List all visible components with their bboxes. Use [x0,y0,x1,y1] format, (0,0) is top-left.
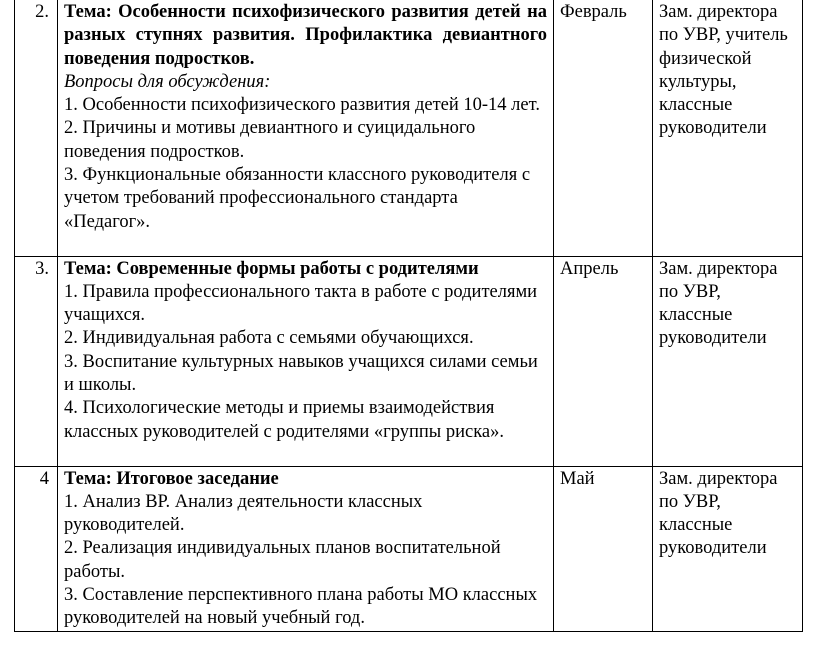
topic-cell [58,256,554,466]
topic-title: Тема: Современные формы работы с родителями [64,258,479,279]
responsible-cell: Зам. директора по УВР, классные руководители [653,466,803,631]
topic-item: 3. Составление перспективного плана работы МО классных руководителей на новый учебный год. [64,584,538,629]
topic-cell [58,466,554,631]
table-row [15,256,803,466]
topic-item: 4. Психологические методы и приемы взаимодействия классных руководителей с родителями «группы риска». [64,398,505,442]
responsible-cell: Зам. директора по УВР, классные руководители [653,256,803,466]
topic-title: Тема: Особенности психофизического развития детей на разных ступнях развития. Профилактика девиантного поведения подростков. [64,2,547,69]
month-cell: Февраль [554,0,653,256]
table-row [15,466,803,631]
topic-item: 2. Причины и мотивы девиантного и суицидального поведения подростков. [64,118,476,162]
topic-cell [58,0,554,256]
row-number: 3. [15,256,58,466]
topic-title: Тема: Итоговое заседание [64,468,279,489]
topic-item: 1. Особенности психофизического развития детей 10-14 лет. [64,95,540,116]
topic-item: 2. Реализация индивидуальных планов воспитательной работы. [64,538,501,582]
table-row [15,0,803,256]
row-number: 2. [15,0,58,256]
topic-item: 1. Анализ ВР. Анализ деятельности классных руководителей. [64,491,423,536]
questions-label: Вопросы для обсуждения: [64,71,271,92]
plan-table [14,0,803,632]
row-number: 4 [15,466,58,631]
month-cell: Май [554,466,653,631]
topic-item: 3. Воспитание культурных навыков учащихся силами семьи и школы. [64,351,538,395]
topic-item: 2. Индивидуальная работа с семьями обучающихся. [64,328,474,349]
month-cell: Апрель [554,256,653,466]
topic-item: 3. Функциональные обязанности классного руководителя с учетом требований профессионального стандарта «Педагог». [64,165,531,232]
topic-item: 1. Правила профессионального такта в работе с родителями учащихся. [64,281,538,326]
responsible-cell: Зам. директора по УВР, учитель физической культуры, классные руководители [653,0,803,256]
